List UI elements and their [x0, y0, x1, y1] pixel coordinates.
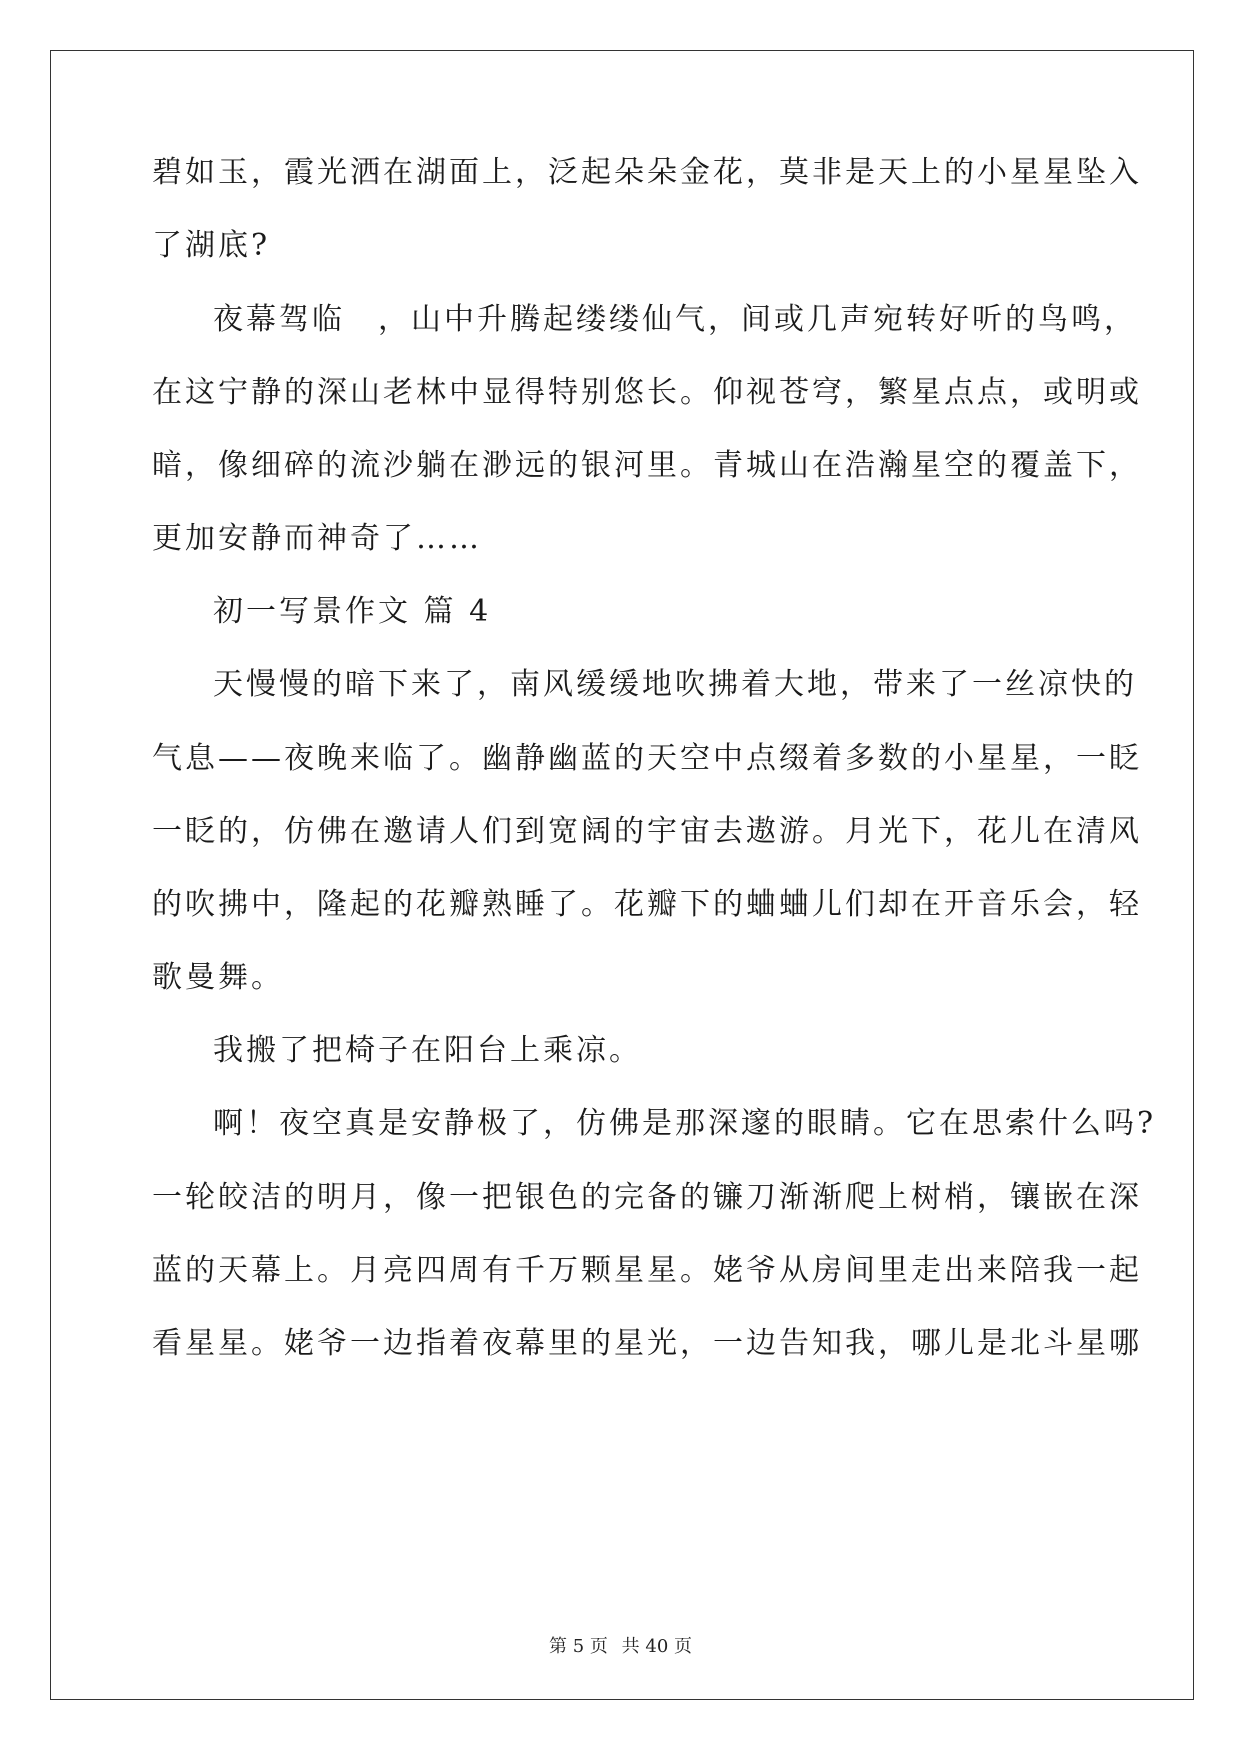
- text-line: 在这宁静的深山老林中显得特别悠长。仰视苍穹，繁星点点，或明或: [152, 375, 1142, 410]
- text-line: 夜幕驾临 ，山中升腾起缕缕仙气，间或几声宛转好听的鸟鸣，: [213, 302, 1137, 337]
- page-number: 第 5 页: [549, 1636, 608, 1657]
- text-line: 歌曼舞。: [152, 960, 284, 995]
- text-line: 碧如玉，霞光洒在湖面上，泛起朵朵金花，莫非是天上的小星星坠入: [152, 155, 1142, 190]
- text-line: 了湖底?: [152, 228, 271, 263]
- text-line: 啊！夜空真是安静极了，仿佛是那深邃的眼睛。它在思索什么吗?: [213, 1106, 1157, 1141]
- page-footer: [0, 1632, 1241, 1658]
- text-line: 天慢慢的暗下来了，南风缓缓地吹拂着大地，带来了一丝凉快的: [213, 667, 1137, 702]
- section-heading: 初一写景作文 篇 4: [213, 594, 492, 629]
- text-line: 的吹拂中，隆起的花瓣熟睡了。花瓣下的蛐蛐儿们却在开音乐会，轻: [152, 887, 1142, 922]
- text-line: 我搬了把椅子在阳台上乘凉。: [213, 1033, 642, 1068]
- text-line: 暗，像细碎的流沙躺在渺远的银河里。青城山在浩瀚星空的覆盖下，: [152, 448, 1142, 483]
- text-line: 一眨的，仿佛在邀请人们到宽阔的宇宙去遨游。月光下，花儿在清风: [152, 814, 1142, 849]
- text-line: 一轮皎洁的明月，像一把银色的完备的镰刀渐渐爬上树梢，镶嵌在深: [152, 1180, 1142, 1215]
- text-line: 蓝的天幕上。月亮四周有千万颗星星。姥爷从房间里走出来陪我一起: [152, 1253, 1142, 1288]
- text-line: 更加安静而神奇了……: [152, 521, 482, 556]
- page-border: [50, 50, 1194, 1700]
- text-line: 看星星。姥爷一边指着夜幕里的星光，一边告知我，哪儿是北斗星哪: [152, 1326, 1142, 1361]
- text-line: 气息——夜晚来临了。幽静幽蓝的天空中点缀着多数的小星星，一眨: [152, 741, 1142, 776]
- page-total: 共 40 页: [621, 1636, 692, 1657]
